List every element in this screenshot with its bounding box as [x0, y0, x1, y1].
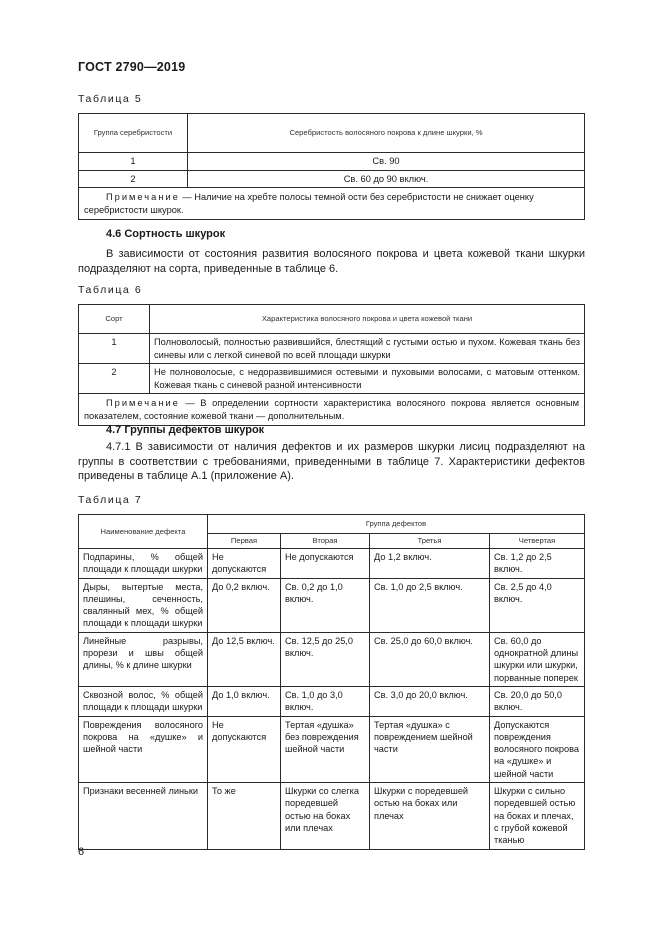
table-row — [79, 364, 585, 394]
table6-desc-cell: Не полноволосые, с недоразвившимися остевыми и пуховыми волосами, с матовым оттенком. Кожевая ткань с синевой разной интенсивности — [150, 364, 585, 394]
table-row — [79, 170, 585, 188]
table-row — [79, 783, 585, 849]
table7-cell: До 0,2 включ. — [208, 578, 281, 632]
table6-desc-cell: Полноволосый, полностью развившийся, блестящий с густыми остью и пухом. Кожевая ткань без синевы или с легкой синевой по всей площади шкурки — [150, 334, 585, 364]
table7-defect-name: Дыры, вытертые места, плешины, сеченность, свалянный мех, % общей площади к площади шкурки — [79, 578, 208, 632]
table5-note — [79, 188, 585, 220]
table6-note — [79, 394, 585, 426]
table7-cell: Св. 0,2 до 1,0 включ. — [281, 578, 370, 632]
table5-header-group: Группа серебристости — [79, 114, 188, 153]
table7-cell: Шкурки с поредевшей остью на боках или плечах — [370, 783, 490, 849]
table6 — [78, 304, 585, 426]
table7-cell: Св. 12,5 до 25,0 включ. — [281, 632, 370, 686]
table7-defect-name: Признаки весенней линьки — [79, 783, 208, 849]
table7-cell: Шкурки со слегка поредевшей остью на боках или плечах — [281, 783, 370, 849]
table5-caption: Таблица 5 — [78, 93, 143, 105]
table7-cell: Св. 3,0 до 20,0 включ. — [370, 686, 490, 716]
document-header: ГОСТ 2790—2019 — [78, 60, 186, 74]
table7-defect-name: Подпарины, % общей площади к площади шкурки — [79, 549, 208, 579]
table7-cell: Не допускаются — [208, 549, 281, 579]
table6-caption: Таблица 6 — [78, 284, 143, 296]
table5-value-cell: Св. 60 до 90 включ. — [188, 170, 585, 188]
table7-cell: До 1,0 включ. — [208, 686, 281, 716]
table6-sort-cell: 1 — [79, 334, 150, 364]
table5-header-value: Серебристость волосяного покрова к длине шкурки, % — [188, 114, 585, 153]
table7-cell: Не допускаются — [281, 549, 370, 579]
table7 — [78, 514, 585, 850]
table-row — [79, 716, 585, 782]
table7-cell: Шкурки с сильно поредевшей остью на боках и плечах, с грубой кожевой тканью — [490, 783, 585, 849]
section-4-7-text: 4.7.1 В зависимости от наличия дефектов и их размеров шкурки лисиц подразделяют на группы в соответствии с требованиями, приведенными в таблице 7. Характеристики дефектов приведены в таблице А.1 (приложение А). — [78, 441, 585, 482]
section-4-6-text: В зависимости от состояния развития волосяного покрова и цвета кожевой ткани шкурки подразделяют на сорта, приведенные в таблице 6. — [78, 248, 585, 275]
table7-cell: Св. 20,0 до 50,0 включ. — [490, 686, 585, 716]
table6-note-label: Примечание — [106, 398, 180, 408]
table7-header-group: Группа дефектов — [208, 515, 585, 534]
table5 — [78, 113, 585, 220]
table-row — [79, 153, 585, 171]
section-4-6-title: 4.6 Сортность шкурок — [106, 228, 226, 240]
table5-note-text: — Наличие на хребте полосы темной ости без серебристости не снижает оценку серебристости шкурок. — [84, 192, 534, 215]
table6-header-sort: Сорт — [79, 305, 150, 334]
table7-header-fourth: Четвертая — [490, 534, 585, 549]
table7-cell: Тертая «душка» без повреждения шейной части — [281, 716, 370, 782]
table7-cell: Св. 2,5 до 4,0 включ. — [490, 578, 585, 632]
table7-cell: Св. 25,0 до 60,0 включ. — [370, 632, 490, 686]
table-row — [79, 334, 585, 364]
table7-header-name: Наименование дефекта — [79, 515, 208, 549]
table7-header-first: Первая — [208, 534, 281, 549]
table7-cell: Св. 1,0 до 3,0 включ. — [281, 686, 370, 716]
table7-defect-name: Линейные разрывы, прорези и швы общей длины, % к длине шкурки — [79, 632, 208, 686]
table7-defect-name: Сквозной волос, % общей площади к площади шкурки — [79, 686, 208, 716]
table5-group-cell: 1 — [79, 153, 188, 171]
table7-header-third: Третья — [370, 534, 490, 549]
table-row — [79, 549, 585, 579]
page-number: 6 — [78, 846, 85, 858]
table6-note-text: — В определении сортности характеристика волосяного покрова является основным показателем, состояние кожевой ткани — дополнительным. — [84, 398, 579, 421]
section-4-7-title: 4.7 Группы дефектов шкурок — [106, 424, 265, 436]
table7-defect-name: Повреждения волосяного покрова на «душке» и шейной части — [79, 716, 208, 782]
table5-value-cell: Св. 90 — [188, 153, 585, 171]
table5-note-label: Примечание — [106, 192, 180, 202]
table-row — [79, 578, 585, 632]
table-row — [79, 632, 585, 686]
table7-cell: Св. 60,0 до однократной длины шкурки или шкурки, порванные поперек — [490, 632, 585, 686]
table5-group-cell: 2 — [79, 170, 188, 188]
table7-caption: Таблица 7 — [78, 494, 143, 506]
table7-cell: То же — [208, 783, 281, 849]
table6-header-desc: Характеристика волосяного покрова и цвета кожевой ткани — [150, 305, 585, 334]
table6-sort-cell: 2 — [79, 364, 150, 394]
table7-cell: Допускаются повреждения волосяного покрова на «душке» и шейной части — [490, 716, 585, 782]
table7-cell: До 1,2 включ. — [370, 549, 490, 579]
table7-cell: До 12,5 включ. — [208, 632, 281, 686]
table-row — [79, 686, 585, 716]
table7-cell: Св. 1,2 до 2,5 включ. — [490, 549, 585, 579]
table7-cell: Не допускаются — [208, 716, 281, 782]
table7-cell: Тертая «душка» с повреждением шейной части — [370, 716, 490, 782]
table7-cell: Св. 1,0 до 2,5 включ. — [370, 578, 490, 632]
table7-header-second: Вторая — [281, 534, 370, 549]
